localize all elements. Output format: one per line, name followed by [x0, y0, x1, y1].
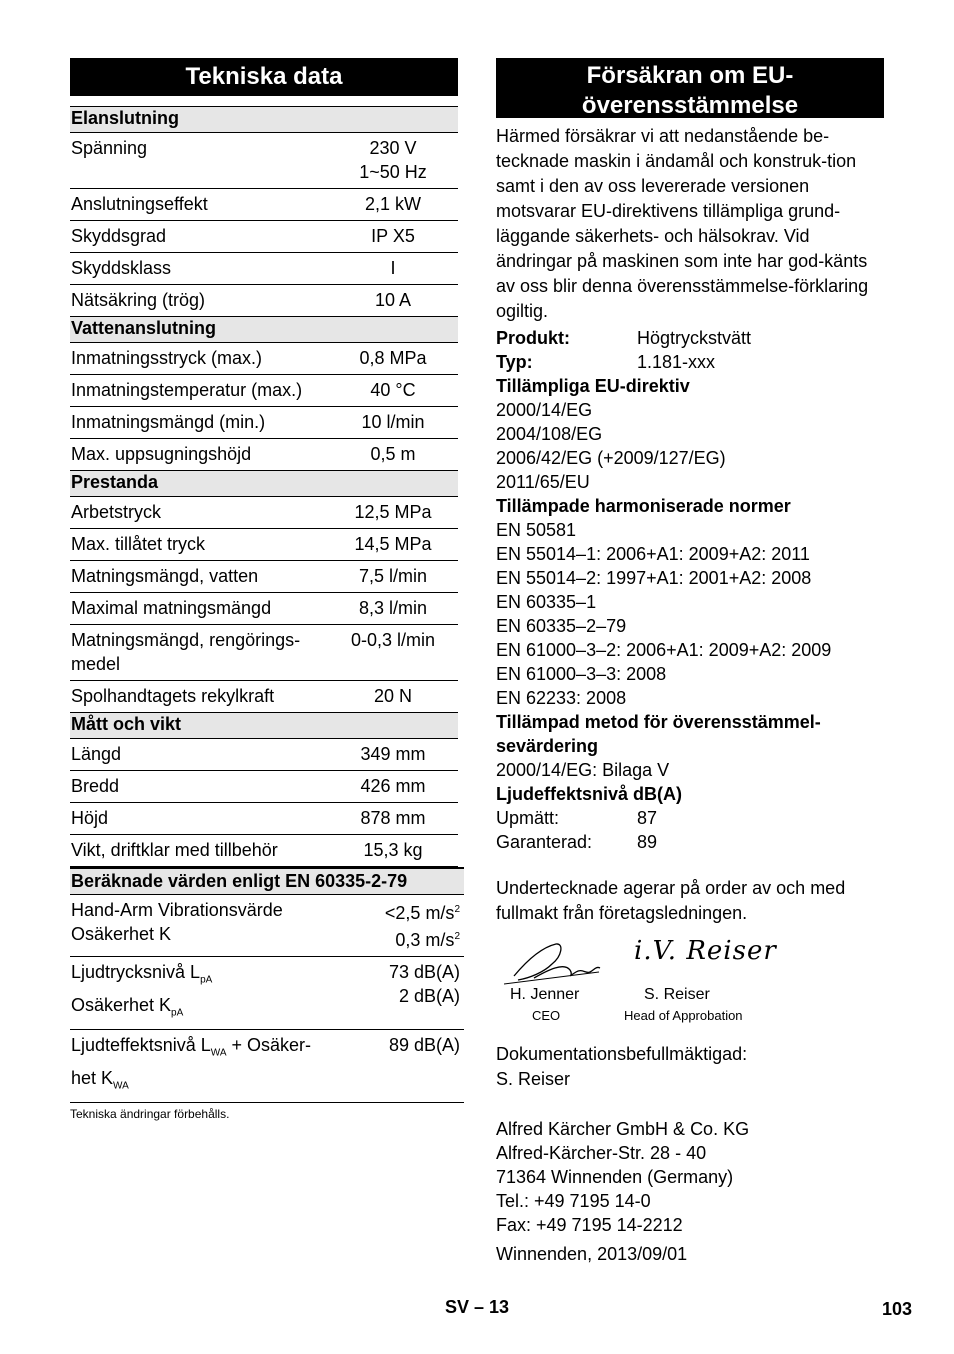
- norms-list: [496, 518, 884, 710]
- address-line: Alfred Kärcher GmbH & Co. KG: [496, 1119, 750, 1139]
- section-heading: Elanslutning: [70, 107, 458, 133]
- signatory-2-name: S. Reiser: [644, 986, 710, 1003]
- directives-heading: Tillämpliga EU-direktiv: [496, 376, 690, 396]
- method-value: 2000/14/EG: Bilaga V: [496, 760, 670, 780]
- spec-value: 10 l/min: [327, 407, 458, 439]
- signatory-statement: Undertecknade agerar på order av och med fullmakt från företagsledningen.: [496, 878, 846, 923]
- signatory-1-role: CEO: [532, 1008, 561, 1023]
- product-row: Produkt: Högtryckstvätt: [496, 328, 752, 348]
- norms-heading: Tillämpade harmoniserade normer: [496, 496, 791, 516]
- spec-value: 8,3 l/min: [327, 593, 458, 625]
- spec-value: 0,8 MPa: [327, 343, 458, 375]
- spec-value: I: [327, 253, 458, 285]
- spec-value: 0,5 m: [327, 439, 458, 471]
- spec-value: 7,5 l/min: [327, 561, 458, 593]
- signatory-2-role: Head of Approbation: [624, 1008, 743, 1023]
- directive-item: 2004/108/EG: [496, 424, 603, 444]
- method-heading: Tillämpad metod för överensstämmel-sevärdering: [496, 712, 821, 756]
- signature-block: [496, 934, 884, 1030]
- spec-label: Maximal matningsmängd: [70, 593, 327, 625]
- norm-item: EN 55014–2: 1997+A1: 2001+A2: 2008: [496, 568, 812, 588]
- section-heading: Vattenanslutning: [70, 317, 458, 343]
- page-number: 103: [881, 1299, 912, 1319]
- spec-value: 230 V 1~50 Hz: [327, 133, 458, 189]
- address-line: Fax: +49 7195 14-2212: [496, 1215, 683, 1235]
- spec-value: 349 mm: [327, 739, 458, 771]
- spec-row: [70, 835, 458, 867]
- spec-row: [70, 221, 458, 253]
- norm-item: EN 62233: 2008: [496, 688, 627, 708]
- spec-label: Längd: [70, 739, 327, 771]
- spec-label: Matningsmängd, vatten: [70, 561, 327, 593]
- spec-row: [70, 189, 458, 221]
- declaration-date: Winnenden, 2013/09/01: [496, 1244, 688, 1264]
- spec-label: Inmatningstemperatur (max.): [70, 375, 327, 407]
- vibration-values: <2,5 $m/s^2$ 0,3 $m/s^2$: [329, 895, 464, 957]
- spec-row: [70, 407, 458, 439]
- sound-level-heading: Ljudeffektsnivå dB(A): [496, 784, 683, 804]
- spec-row: [70, 375, 458, 407]
- spec-row: [70, 497, 458, 529]
- norm-item: EN 61000–3–2: 2006+A1: 2009+A2: 2009: [496, 640, 832, 660]
- sound-pressure-values: 73 dB(A) 2 dB(A): [329, 957, 464, 1030]
- guaranteed-row: Garanterad: 89: [496, 832, 658, 852]
- eu-declaration-title: Försäkran om EU- överensstämmelse: [496, 58, 884, 118]
- page-footer-section: SV – 13: [444, 1297, 510, 1317]
- sound-pressure-labels: Ljudtrycksnivå $L_{pA}$ Osäkerhet $K_{pA}$: [70, 957, 329, 1030]
- measured-row: Upmätt: 87: [496, 808, 658, 828]
- spec-value: 15,3 kg: [327, 835, 458, 867]
- signature-reiser-icon: i.V. Reiser: [634, 936, 777, 966]
- spec-label: Inmatningsmängd (min.): [70, 407, 327, 439]
- eu-declaration-column: [496, 58, 884, 1267]
- spec-value: IP X5: [327, 221, 458, 253]
- spec-label: Höjd: [70, 803, 327, 835]
- directive-item: 2000/14/EG: [496, 400, 593, 420]
- spec-value: 12,5 MPa: [327, 497, 458, 529]
- sound-power-value: 89 dB(A): [329, 1030, 464, 1103]
- technical-data-title: Tekniska data: [70, 58, 458, 96]
- spec-value: 878 mm: [327, 803, 458, 835]
- norm-item: EN 50581: [496, 520, 577, 540]
- documentation-representative: Dokumentationsbefullmäktigad: S. Reiser: [496, 1044, 748, 1089]
- norm-item: EN 60335–2–79: [496, 616, 627, 636]
- spec-row: [70, 439, 458, 471]
- section-heading: Prestanda: [70, 471, 458, 497]
- technical-changes-note: Tekniska ändringar förbehålls.: [70, 1107, 230, 1122]
- spec-label: Skyddsgrad: [70, 221, 327, 253]
- spec-label: Bredd: [70, 771, 327, 803]
- address-line: Alfred-Kärcher-Str. 28 - 40: [496, 1143, 707, 1163]
- spec-label: Vikt, driftklar med tillbehör: [70, 835, 327, 867]
- spec-value: 40 °C: [327, 375, 458, 407]
- spec-row: [70, 771, 458, 803]
- section-heading: Mått och vikt: [70, 713, 458, 739]
- calculated-values-table: [70, 867, 464, 1103]
- signatory-1-name: H. Jenner: [510, 986, 580, 1003]
- spec-row: [70, 625, 458, 681]
- spec-label: Spänning: [70, 133, 327, 189]
- directive-item: 2006/42/EG (+2009/127/EG): [496, 448, 726, 468]
- spec-label: Inmatningsstryck (max.): [70, 343, 327, 375]
- spec-value: 426 mm: [327, 771, 458, 803]
- spec-value: 20 N: [327, 681, 458, 713]
- spec-row: [70, 681, 458, 713]
- spec-row: [70, 593, 458, 625]
- vibration-labels: Hand-Arm Vibrationsvärde Osäkerhet K: [70, 895, 329, 957]
- spec-row: [70, 133, 458, 189]
- technical-data-table: [70, 106, 458, 867]
- norm-item: EN 55014–1: 2006+A1: 2009+A2: 2011: [496, 544, 810, 564]
- spec-value: 0-0,3 l/min: [327, 625, 458, 681]
- spec-row: [70, 285, 458, 317]
- spec-row: [70, 529, 458, 561]
- spec-value: 10 A: [327, 285, 458, 317]
- sound-power-label: Ljudteffektsnivå $L_{WA}$ + Osäker-het $K_{WA}$: [70, 1030, 329, 1103]
- spec-label: Skyddsklass: [70, 253, 327, 285]
- spec-value: 14,5 MPa: [327, 529, 458, 561]
- type-row: Typ: 1.181-xxx: [496, 352, 716, 372]
- spec-label: Nätsäkring (trög): [70, 285, 327, 317]
- calculated-values-heading: Beräknade värden enligt EN 60335-2-79: [70, 868, 464, 895]
- directive-item: 2011/65/EU: [496, 472, 590, 492]
- spec-row: [70, 343, 458, 375]
- spec-label: Anslutningseffekt: [70, 189, 327, 221]
- directives-list: [496, 398, 884, 494]
- spec-row: [70, 561, 458, 593]
- address-line: Tel.: +49 7195 14-0: [496, 1191, 651, 1211]
- norm-item: EN 60335–1: [496, 592, 597, 612]
- spec-row: [70, 253, 458, 285]
- spec-row: [70, 803, 458, 835]
- technical-data-column: [70, 58, 464, 1121]
- spec-label: Matningsmängd, rengörings-medel: [70, 625, 327, 681]
- spec-label: Spolhandtagets rekylkraft: [70, 681, 327, 713]
- spec-row: [70, 739, 458, 771]
- address-line: 71364 Winnenden (Germany): [496, 1167, 734, 1187]
- company-address: [496, 1117, 884, 1237]
- spec-value: 2,1 kW: [327, 189, 458, 221]
- declaration-intro: Härmed försäkrar vi att nedanstående be-tecknade maskin i ändamål och konstruk-tion samt i den av oss levererade versionen motsvarar EU-direktivens tillämpliga grund-läggande säkerhets- och hälsokrav. Vid ändringar på maskinen som inte har god-känts av oss blir denna överensstämmelse-förklaring ogiltig.: [496, 126, 869, 321]
- spec-label: Max. tillåtet tryck: [70, 529, 327, 561]
- spec-label: Arbetstryck: [70, 497, 327, 529]
- spec-label: Max. uppsugningshöjd: [70, 439, 327, 471]
- norm-item: EN 61000–3–3: 2008: [496, 664, 667, 684]
